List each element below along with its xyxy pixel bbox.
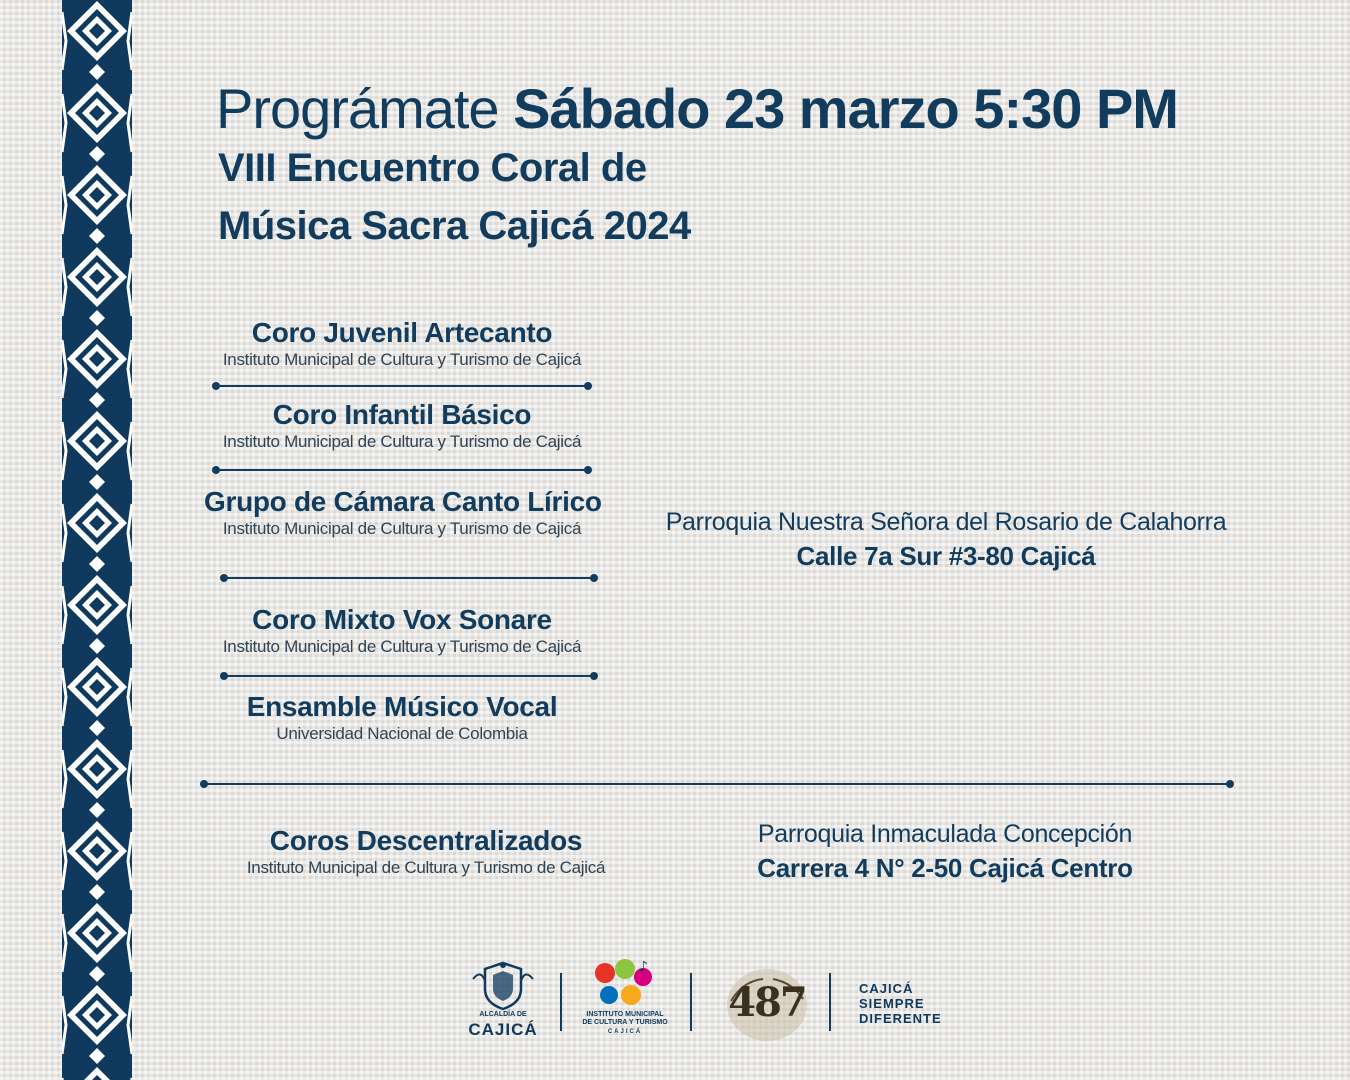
border-chevron <box>128 996 132 1054</box>
border-chevron <box>128 258 132 316</box>
sponsor-logos <box>455 955 995 1050</box>
venue-2-place: Parroquia Inmaculada Concepción <box>757 820 1133 848</box>
anniversary-number: 487 <box>728 979 806 1026</box>
separator-line <box>224 577 594 579</box>
choir-institution: Instituto Municipal de Cultura y Turismo de Cajicá <box>222 637 582 656</box>
venue-1-address: Calle 7a Sur #3-80 Cajicá <box>796 541 1096 571</box>
program-word: Prográmate <box>216 77 499 140</box>
diamond-link <box>89 638 105 654</box>
logo-divider <box>560 973 562 1031</box>
border-chevron <box>128 832 132 890</box>
diamond-link <box>89 64 105 80</box>
choir-name: Coro Mixto Vox Sonare <box>252 604 552 635</box>
decorative-diamond-border <box>62 0 132 1080</box>
section-separator <box>204 783 1230 785</box>
choir-institution: Instituto Municipal de Cultura y Turismo de Cajicá <box>246 858 606 877</box>
border-chevron <box>128 12 132 70</box>
diamond-link <box>89 146 105 162</box>
event-title-line-2: Música Sacra Cajicá 2024 <box>218 204 691 248</box>
choir-name: Coro Infantil Básico <box>272 399 532 430</box>
border-chevron <box>128 422 132 480</box>
border-chevron <box>62 832 66 890</box>
border-chevron <box>62 914 66 972</box>
choir-name: Coro Juvenil Artecanto <box>251 317 553 348</box>
border-chevron <box>128 914 132 972</box>
diamond-link <box>89 884 105 900</box>
svg-text:♪: ♪ <box>639 959 648 975</box>
instituto-cultura-logo <box>573 959 677 1049</box>
choir-name: Coros Descentralizados <box>269 825 583 856</box>
event-date-time: Sábado 23 marzo 5:30 PM <box>513 77 1178 140</box>
headline <box>216 76 1178 141</box>
border-chevron <box>62 750 66 808</box>
venue-2 <box>700 817 1190 885</box>
border-chevron <box>62 504 66 562</box>
border-chevron <box>62 258 66 316</box>
venue-1-place: Parroquia Nuestra Señora del Rosario de Calahorra <box>665 508 1227 536</box>
diamond-link <box>89 966 105 982</box>
venue-2-address: Carrera 4 N° 2-50 Cajicá Centro <box>757 853 1133 883</box>
diamond-link <box>89 228 105 244</box>
choir-institution: Universidad Nacional de Colombia <box>276 724 528 743</box>
anniversary-487-logo <box>723 961 811 1045</box>
logo-divider <box>829 973 831 1031</box>
instituto-label-3: CAJICÁ <box>607 1029 643 1035</box>
coat-of-arms-icon <box>463 959 543 1011</box>
choir-name: Ensamble Músico Vocal <box>246 691 558 722</box>
choir-name: Grupo de Cámara Canto Lírico <box>204 486 602 517</box>
diamond-link <box>89 1048 105 1064</box>
alcaldia-big-label: CAJICÁ <box>468 1020 538 1039</box>
diamond-link <box>89 802 105 818</box>
alcaldia-small-label: ALCALDÍA DE <box>479 1011 527 1018</box>
border-chevron <box>128 94 132 152</box>
separator-line <box>224 675 594 677</box>
border-chevron <box>62 340 66 398</box>
decentralized-choirs <box>226 825 626 879</box>
slogan-line-3: DIFERENTE <box>859 1011 942 1026</box>
border-chevron <box>128 176 132 234</box>
border-chevron <box>128 586 132 644</box>
border-chevron <box>128 750 132 808</box>
separator-line <box>216 469 588 471</box>
border-chevron <box>62 586 66 644</box>
choir-institution: Instituto Municipal de Cultura y Turismo de Cajicá <box>222 350 582 369</box>
choir-institution: Instituto Municipal de Cultura y Turismo de Cajicá <box>222 519 582 538</box>
choir-item <box>204 317 600 371</box>
diamond-link <box>89 310 105 326</box>
border-chevron <box>62 94 66 152</box>
slogan-block <box>859 981 979 1026</box>
diamond-link <box>89 392 105 408</box>
border-chevron <box>62 12 66 70</box>
diamond-link <box>89 474 105 490</box>
choir-item <box>204 691 600 745</box>
choir-item <box>204 604 600 658</box>
logo-divider <box>690 973 692 1031</box>
border-chevron <box>128 504 132 562</box>
instituto-label-1: INSTITUTO MUNICIPAL <box>586 1011 664 1018</box>
event-title-line-1: VIII Encuentro Coral de <box>218 146 647 190</box>
choir-item <box>204 486 600 540</box>
choir-item <box>204 399 600 453</box>
border-chevron <box>62 422 66 480</box>
instituto-emblem-icon <box>573 959 677 1009</box>
venue-1 <box>640 505 1252 573</box>
separator-line <box>216 385 588 387</box>
instituto-label-2: DE CULTURA Y TURISMO <box>582 1019 668 1026</box>
diamond-link <box>89 556 105 572</box>
slogan-line-2: SIEMPRE <box>859 996 925 1011</box>
border-chevron <box>62 668 66 726</box>
diamond-motif <box>75 1075 119 1080</box>
choir-institution: Instituto Municipal de Cultura y Turismo de Cajicá <box>222 432 582 451</box>
border-chevron <box>62 176 66 234</box>
border-chevron <box>128 340 132 398</box>
slogan-line-1: CAJICÁ <box>859 981 914 996</box>
border-chevron <box>62 996 66 1054</box>
border-chevron <box>128 668 132 726</box>
alcaldia-cajica-logo <box>463 959 543 1045</box>
diamond-link <box>89 720 105 736</box>
